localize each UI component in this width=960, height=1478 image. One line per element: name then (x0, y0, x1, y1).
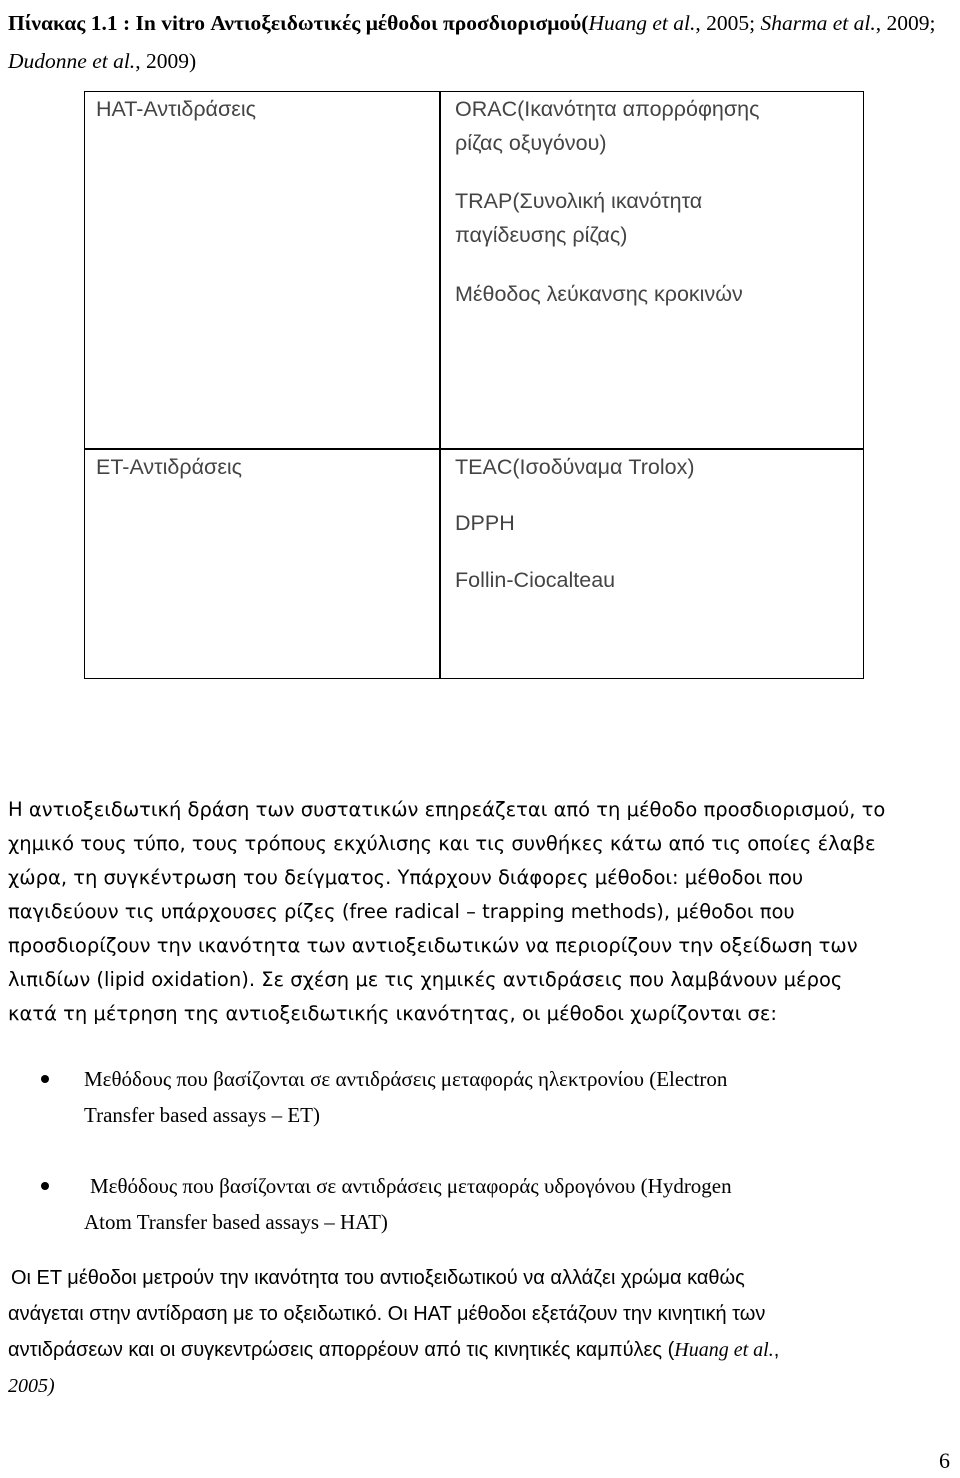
paragraph-line (8, 793, 958, 827)
bullet-dot (41, 1075, 49, 1083)
method-item: παγίδευσης ρίζας) (455, 223, 628, 247)
caption-sep: , 2009; (875, 11, 936, 35)
line-text: λιπιδίων (lipid oxidation). Σε σχέση με τις χημικές αντιδράσεις που λαμβάνουν μέρος (8, 968, 843, 991)
caption-ref: Huang et al. (588, 11, 696, 35)
bullet-line: Transfer based assays – ET) (84, 1103, 321, 1127)
bullet-dot (41, 1182, 49, 1190)
line-text: προσδιορίζουν την ικανότητα των αντιοξειδωτικών να περιορίζουν την οξείδωση των (8, 934, 858, 957)
paragraph-line: ανάγεται στην αντίδραση με το οξειδωτικό. Οι HAT μέθοδοι εξετάζουν την κινητική των (8, 1303, 766, 1325)
paragraph-line (8, 997, 958, 1031)
bullet-line: Μεθόδους που βασίζονται σε αντιδράσεις μεταφοράς ηλεκτρονίου (Electron (84, 1067, 728, 1091)
line-text: , (773, 1339, 780, 1361)
caption-end: , 2009) (135, 49, 197, 73)
paragraph-line (8, 895, 958, 929)
methods-table (84, 91, 864, 679)
table-divider-vertical (439, 92, 441, 678)
line-text: χημικό τους τύπο, τους τρόπους εκχύλισης και τις συνθήκες κάτω από τις οποίες έλαβε (8, 832, 876, 855)
page-number: 6 (939, 1448, 950, 1473)
method-item: TRAP(Συνολική ικανότητα (455, 189, 703, 213)
paragraph-line (8, 827, 958, 861)
line-text: παγιδεύουν τις υπάρχουσες ρίζες (free radical – trapping methods), μέθοδοι που (8, 900, 795, 923)
line-text: χώρα, τη συγκέντρωση του δείγματος. Υπάρχουν διάφορες μέθοδοι: μέθοδοι που (8, 866, 804, 889)
paragraph-line (8, 1332, 958, 1368)
method-item: ORAC(Ικανότητα απορρόφησης (455, 97, 760, 121)
citation: Huang et al. (674, 1339, 774, 1361)
line-text: Η αντιοξειδωτική δράση των συστατικών επηρεάζεται από τη μέθοδο προσδιορισμού, το (8, 798, 886, 821)
method-item: DPPH (455, 511, 515, 535)
method-item: Μέθοδος λεύκανσης κροκινών (455, 282, 743, 306)
caption-sep: , 2005; (695, 11, 761, 35)
caption-ref: Sharma et al. (760, 11, 876, 35)
method-item: Follin-Ciocalteau (455, 568, 616, 592)
caption-title: Πίνακας 1.1 : In vitro Αντιοξειδωτικές μέθοδοι προσδιορισμού( (8, 11, 589, 35)
method-item: TEAC(Ισοδύναμα Trolox) (455, 455, 695, 479)
paragraph-line: Οι ET μέθοδοι μετρούν την ικανότητα του αντιοξειδωτικού να αλλάζει χρώμα καθώς (11, 1267, 745, 1289)
category-hat: HAT-Αντιδράσεις (96, 97, 256, 121)
table-caption (8, 4, 952, 80)
bullet-item-hat (84, 1168, 960, 1240)
bullet-line: Atom Transfer based assays – HAT) (84, 1210, 388, 1234)
paragraph-line: 2005) (8, 1375, 55, 1397)
paragraph-line (8, 929, 958, 963)
paragraph-et-hat (8, 1260, 958, 1404)
category-et: ET-Αντιδράσεις (96, 455, 243, 479)
line-text: αντιδράσεων και οι συγκεντρώσεις απορρέουν από τις κινητικές καμπύλες ( (8, 1339, 675, 1361)
paragraph-methods (8, 793, 958, 1031)
caption-ref: Dudonne et al. (8, 49, 136, 73)
bullet-line: Μεθόδους που βασίζονται σε αντιδράσεις μεταφοράς υδρογόνου (Hydrogen (90, 1174, 732, 1198)
table-divider-horizontal (85, 448, 863, 450)
method-item: ρίζας οξυγόνου) (455, 131, 607, 155)
paragraph-line (8, 963, 958, 997)
bullet-item-et (84, 1061, 960, 1133)
paragraph-line (8, 861, 958, 895)
line-text: κατά τη μέτρηση της αντιοξειδωτικής ικανότητας, οι μέθοδοι χωρίζονται σε: (8, 1002, 777, 1025)
